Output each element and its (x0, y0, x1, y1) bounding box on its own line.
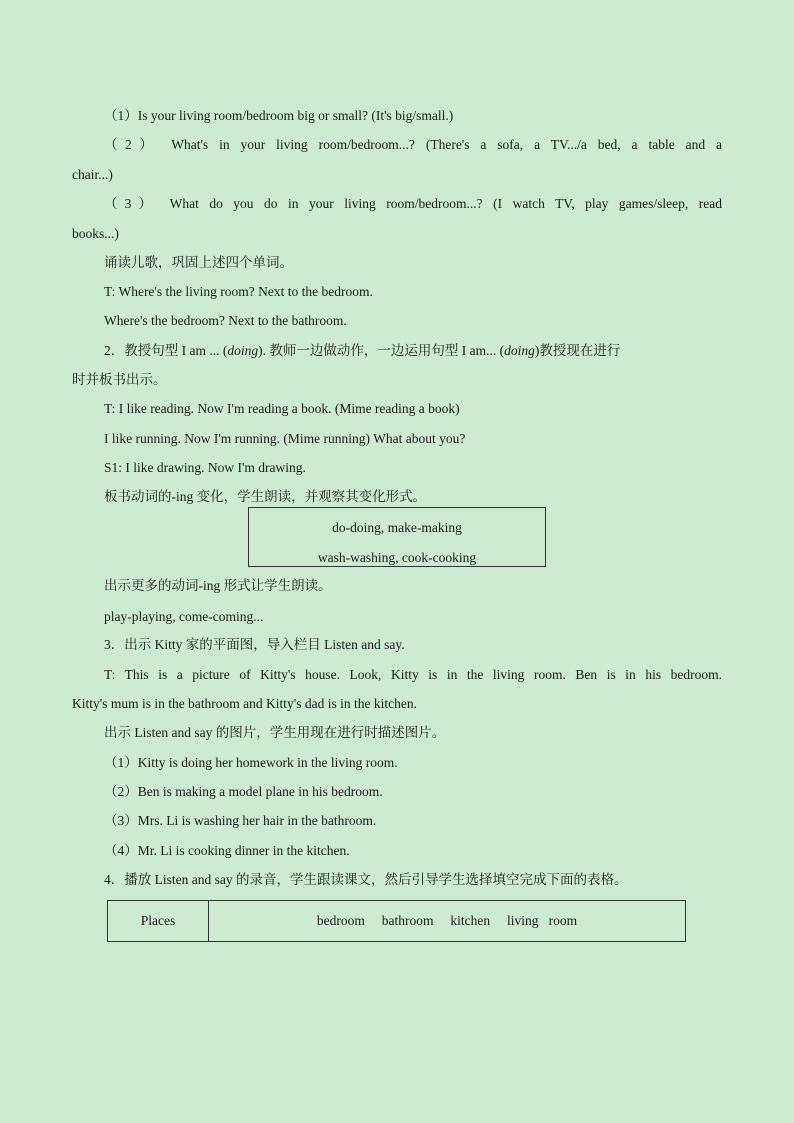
verb-ing-box-line-1: do-doing, make-making (332, 520, 462, 535)
places-table (107, 900, 686, 942)
verb-ing-box (248, 507, 546, 567)
chant-line-2: Where's the bedroom? Next to the bathroom. (104, 313, 347, 328)
question-1: （1）Is your living room/bedroom big or small? (It's big/small.) (104, 108, 454, 123)
question-3-line-1: （3） What do you do in your living room/bedroom...? (I watch TV, play games/sleep, read (104, 196, 722, 211)
verb-ing-box-line-2: wash-washing, cook-cooking (317, 550, 477, 565)
chant-intro: 诵读儿歌，巩固上述四个单词。 (104, 255, 293, 270)
teacher-running: I like running. Now I'm running. (Mime running) What about you? (104, 431, 466, 446)
question-2-line-2: chair...) (72, 167, 113, 182)
describe-3: （3）Mrs. Li is washing her hair in the bathroom. (104, 813, 377, 828)
describe-1: （1）Kitty is doing her homework in the living room. (104, 755, 398, 770)
more-forms-intro: 出示更多的动词-ing 形式让学生朗读。 (104, 578, 332, 593)
step-3: 3．出示 Kitty 家的平面图，导入栏目 Listen and say. (104, 637, 405, 652)
teacher-reading: T: I like reading. Now I'm reading a book. (Mime reading a book) (104, 401, 460, 416)
question-3-line-2: books...) (72, 226, 119, 241)
question-2-line-1: （2） What's in your living room/bedroom...? (There's a sofa, a TV.../a bed, a table and a (104, 137, 722, 152)
places-header: Places (140, 913, 176, 928)
step-4: 4．播放 Listen and say 的录音，学生跟读课文，然后引导学生选择填空完成下面的表格。 (104, 872, 628, 887)
places-header-cell (108, 901, 209, 941)
board-intro: 板书动词的-ing 变化，学生朗读，并观察其变化形式。 (104, 489, 427, 504)
teacher-picture-line-1: T: This is a picture of Kitty's house. Look, Kitty is in the living room. Ben is in his bedroom. (104, 667, 722, 682)
more-forms: play-playing, come-coming... (104, 609, 264, 624)
describe-2: （2）Ben is making a model plane in his bedroom. (104, 784, 383, 799)
places-values-cell (209, 901, 685, 941)
places-values: bedroom bathroom kitchen living room (316, 913, 578, 928)
student-drawing: S1: I like drawing. Now I'm drawing. (104, 460, 306, 475)
step-2-line-1: 2．教授句型 I am ... (doing). 教师一边做动作，一边运用句型 I am... (doing)教授现在进行 (104, 343, 621, 358)
teacher-picture-line-2: Kitty's mum is in the bathroom and Kitty's dad is in the kitchen. (72, 696, 417, 711)
chant-line-1: T: Where's the living room? Next to the bedroom. (104, 284, 373, 299)
show-listen-say: 出示 Listen and say 的图片，学生用现在进行时描述图片。 (104, 725, 446, 740)
describe-4: （4）Mr. Li is cooking dinner in the kitchen. (104, 843, 350, 858)
step-2-line-2: 时并板书出示。 (72, 372, 167, 387)
